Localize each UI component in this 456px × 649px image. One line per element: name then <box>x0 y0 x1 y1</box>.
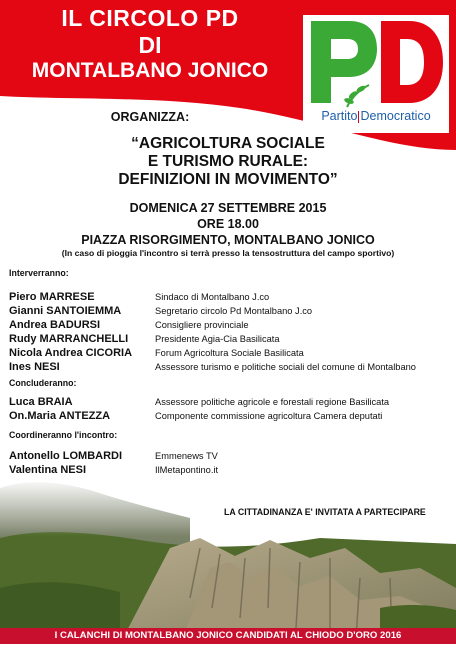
organizza-label: ORGANIZZA: <box>110 110 190 124</box>
speaker-role: Consigliere provinciale <box>155 320 249 330</box>
pd-logo-caption <box>303 109 449 123</box>
speaker-name: Gianni SANTOIEMMA <box>9 305 122 317</box>
speaker-row <box>9 291 449 305</box>
coordineranno-label: Coordineranno l'incontro: <box>9 430 118 440</box>
event-place: PIAZZA RISORGIMENTO, MONTALBANO JONICO <box>81 233 375 247</box>
speaker-role: Segretario circolo Pd Montalbano J.co <box>155 306 313 316</box>
speaker-role: Assessore turismo e politiche sociali del comune di Montalbano <box>155 362 416 372</box>
speaker-row <box>9 347 449 361</box>
speaker-role: Assessore politiche agricole e forestali regione Basilicata <box>155 397 390 407</box>
speaker-role: Emmenews TV <box>155 451 218 461</box>
event-title <box>0 135 456 189</box>
header-title-line3: MONTALBANO JONICO <box>31 59 269 82</box>
header-title-line1: IL CIRCOLO PD <box>61 5 239 31</box>
pd-logo-caption-right: Democratico <box>360 109 431 123</box>
invite-text: LA CITTADINANZA E' INVITATA A PARTECIPARE <box>224 507 426 517</box>
speaker-name: Piero MARRESE <box>9 291 95 303</box>
speaker-row <box>9 305 449 319</box>
calanchi-landscape-image <box>0 478 456 644</box>
speaker-row <box>9 361 449 375</box>
speaker-row <box>9 396 449 410</box>
pd-logo-letters-icon <box>303 15 449 109</box>
speaker-name: Valentina NESI <box>9 464 87 476</box>
speaker-name: On.Maria ANTEZZA <box>9 410 111 422</box>
speaker-role: Forum Agricoltura Sociale Basilicata <box>155 348 304 358</box>
event-title-line1: “AGRICOLTURA SOCIALE <box>131 135 325 152</box>
header-banner <box>0 0 456 150</box>
speaker-row <box>9 410 449 424</box>
landscape-illustration <box>0 478 456 644</box>
event-date: DOMENICA 27 SETTEMBRE 2015 <box>129 201 327 215</box>
speaker-name: Ines NESI <box>9 361 60 373</box>
interverranno-label: Interverranno: <box>9 268 69 278</box>
speaker-row <box>9 464 449 478</box>
speaker-role: Presidente Agia-Cia Basilicata <box>155 334 280 344</box>
speaker-role: IlMetapontino.it <box>155 465 219 475</box>
speaker-name: Andrea BADURSI <box>9 319 101 331</box>
speaker-role: Sindaco di Montalbano J.co <box>155 292 270 302</box>
speaker-row <box>9 333 449 347</box>
pd-logo-caption-left: Partito <box>321 109 358 123</box>
speaker-name: Luca BRAIA <box>9 396 73 408</box>
rain-note: (In caso di pioggia l'incontro si terrà presso la tensostruttura del campo sportivo) <box>61 248 395 258</box>
speaker-name: Rudy MARRANCHELLI <box>9 333 129 345</box>
speaker-role: Componente commissione agricoltura Camera deputati <box>155 411 383 421</box>
bottom-banner: I CALANCHI DI MONTALBANO JONICO CANDIDATI AL CHIODO D'ORO 2016 <box>0 628 456 644</box>
header-title-line2: DI <box>138 32 162 58</box>
event-time: ORE 18.00 <box>197 217 259 231</box>
event-title-line2: E TURISMO RURALE: <box>147 153 309 170</box>
speaker-row <box>9 450 449 464</box>
speaker-name: Antonello LOMBARDI <box>9 450 123 462</box>
event-title-line3: DEFINIZIONI IN MOVIMENTO” <box>118 171 338 188</box>
speaker-row <box>9 319 449 333</box>
concluderanno-label: Concluderanno: <box>9 378 77 388</box>
pd-logo <box>303 15 449 133</box>
speaker-name: Nicola Andrea CICORIA <box>9 347 133 359</box>
